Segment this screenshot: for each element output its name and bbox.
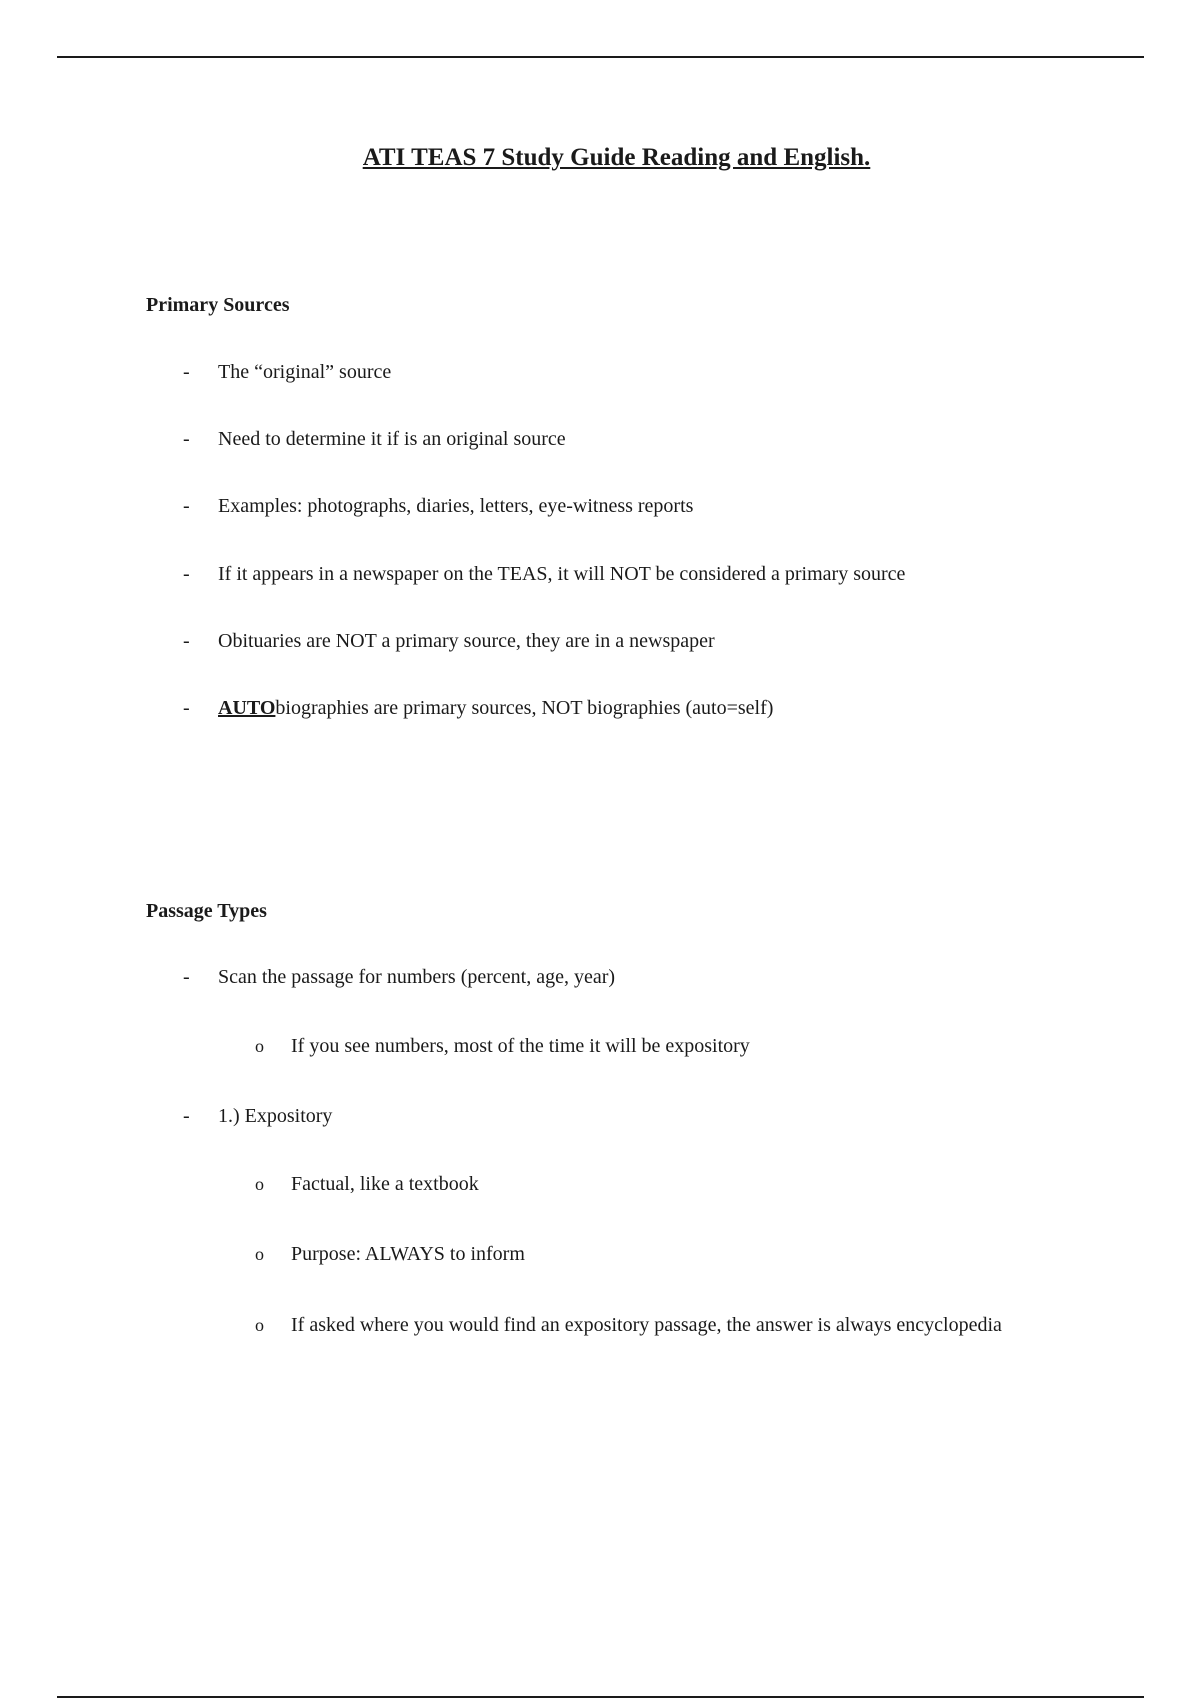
dash-bullet: - [183, 428, 190, 450]
auto-rest: biographies are primary sources, NOT biographies (auto=self) [275, 697, 774, 719]
dash-bullet: - [183, 697, 190, 719]
list-item-text: Obituaries are NOT a primary source, they are in a newspaper [218, 630, 715, 652]
list-item-text: 1.) Expository [218, 1105, 333, 1127]
list-item-text [218, 696, 773, 720]
section-heading-primary-sources: Primary Sources [146, 294, 290, 316]
circle-bullet: o [255, 1315, 264, 1335]
list-item-text: Need to determine it if is an original source [218, 428, 566, 450]
top-rule [57, 56, 1144, 58]
sub-list-item-text: Factual, like a textbook [291, 1173, 479, 1195]
dash-bullet: - [183, 563, 190, 585]
section-heading-passage-types: Passage Types [146, 900, 267, 922]
circle-bullet: o [255, 1174, 264, 1194]
dash-bullet: - [183, 630, 190, 652]
sub-list-item-text: If asked where you would find an expository passage, the answer is always encyclopedia [291, 1314, 1002, 1336]
circle-bullet: o [255, 1244, 264, 1264]
list-item-text: Scan the passage for numbers (percent, age, year) [218, 966, 616, 988]
circle-bullet: o [255, 1036, 264, 1056]
auto-emphasis: AUTO [218, 697, 276, 719]
dash-bullet: - [183, 966, 190, 988]
dash-bullet: - [183, 495, 190, 517]
list-item-text: Examples: photographs, diaries, letters, eye-witness reports [218, 495, 694, 517]
sub-list-item-text: If you see numbers, most of the time it will be expository [291, 1035, 750, 1057]
dash-bullet: - [183, 1105, 190, 1127]
bottom-rule [57, 1696, 1144, 1698]
document-title: ATI TEAS 7 Study Guide Reading and English. [362, 144, 871, 171]
dash-bullet: - [183, 361, 190, 383]
sub-list-item-text: Purpose: ALWAYS to inform [291, 1243, 525, 1265]
list-item-text: If it appears in a newspaper on the TEAS, it will NOT be considered a primary source [218, 563, 906, 585]
list-item-text: The “original” source [218, 361, 392, 383]
